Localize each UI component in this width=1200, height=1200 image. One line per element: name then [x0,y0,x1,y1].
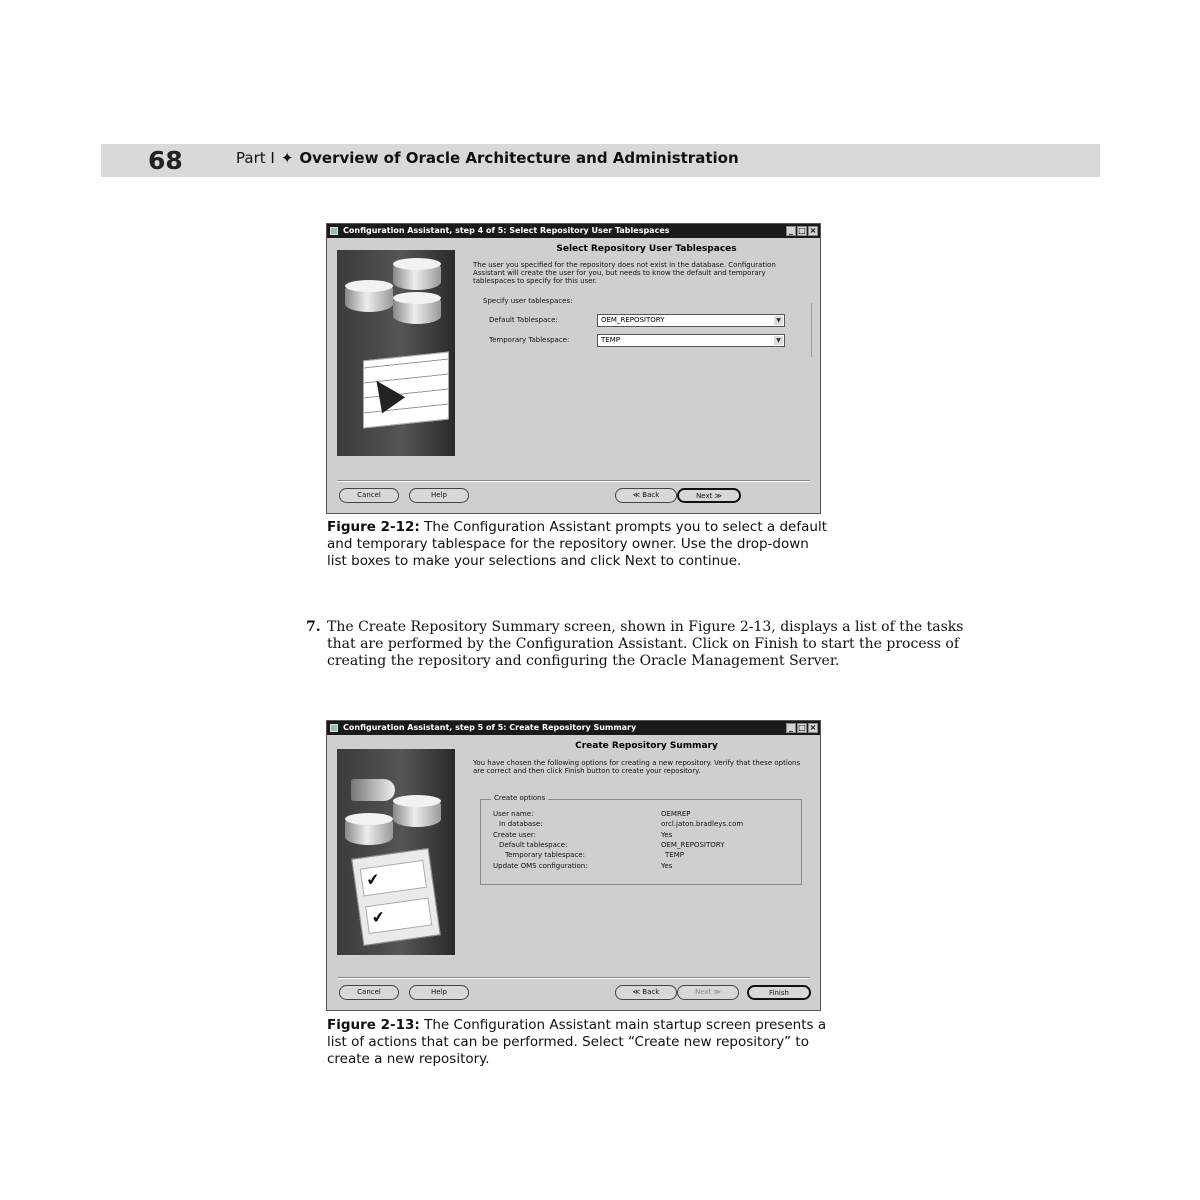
arrow-right-icon [351,779,395,801]
create-options-group [480,794,802,885]
caption-label: Figure 2-13: [327,1017,420,1033]
panel-title: Select Repository User Tablespaces [556,244,737,254]
part-label: Part I [236,149,275,167]
option-key: Temporary tablespace: [505,851,585,859]
summary-illustration [337,749,455,955]
panel-description: The user you specified for the repository does not exist in the database. Configuration Assistant will create the user for you, but needs to know the default and temporary tablespaces to specify for this user. [473,261,776,285]
temporary-tablespace-label: Temporary Tablespace: [489,336,570,344]
temporary-tablespace-value: TEMP [601,336,620,344]
option-value: orcl.jaton.bradleys.com [661,820,744,828]
checklist-icon [351,848,440,946]
figure-2-13-caption [327,1017,827,1068]
back-button[interactable]: ≪ Back [615,985,677,1000]
database-cylinder-icon [393,797,441,827]
database-illustration [337,250,455,456]
figure-2-13-dialog [326,720,821,1011]
chapter-title: Overview of Oracle Architecture and Administration [299,149,739,167]
option-value: OEM_REPOSITORY [661,841,725,849]
check-icon: ✔ [365,897,432,934]
figure-2-12-caption [327,519,827,570]
option-value: Yes [661,831,673,839]
check-icon: ✔ [360,860,427,897]
button-separator [337,480,810,482]
temporary-tablespace-select[interactable] [597,334,785,347]
tablespace-group-border [477,303,812,357]
minimize-icon[interactable]: _ [786,723,796,733]
window-titlebar [327,721,820,735]
default-tablespace-select[interactable] [597,314,785,327]
option-key: Update OMS configuration: [493,862,588,870]
window-titlebar [327,224,820,238]
panel-description: You have chosen the following options for creating a new repository. Verify that these options are correct and then click Finish button to create your repository. [473,759,801,775]
database-cylinder-icon [345,282,393,312]
step-text: The Create Repository Summary screen, shown in Figure 2-13, displays a list of the tasks that are performed by the Configuration Assistant. Click on Finish to start the process of creating the repository and configuring the Oracle Management Server. [327,619,964,669]
caption-text: The Configuration Assistant main startup screen presents a list of actions that can be performed. Select “Create new repository” to create a new repository. [327,1017,827,1067]
option-value: TEMP [665,851,684,859]
chevron-down-icon[interactable]: ▼ [774,316,783,325]
page-number: 68 [148,146,183,175]
back-button[interactable]: ≪ Back [615,488,677,503]
close-icon[interactable]: × [809,226,817,235]
option-value: OEMREP [661,810,691,818]
cancel-button[interactable]: Cancel [339,985,399,1000]
option-key: In database: [499,820,543,828]
default-tablespace-label: Default Tablespace: [489,316,558,324]
option-key: Default tablespace: [499,841,568,849]
window-app-icon [330,724,338,732]
default-tablespace-value: OEM_REPOSITORY [601,316,665,324]
panel-title: Create Repository Summary [575,741,718,751]
finish-button[interactable]: Finish [747,985,811,1000]
caption-text: The Configuration Assistant prompts you to select a default and temporary tablespace for the repository owner. Use the drop-down list boxes to make your selections and click Next to continue. [327,519,827,569]
next-button[interactable]: Next ≫ [677,488,741,503]
database-cylinder-icon [393,260,441,290]
help-button[interactable]: Help [409,985,469,1000]
close-icon[interactable]: × [809,723,817,732]
button-separator [337,977,810,979]
option-value: Yes [661,862,673,870]
window-controls [786,723,818,733]
window-app-icon [330,227,338,235]
window-title: Configuration Assistant, step 5 of 5: Create Repository Summary [343,723,637,732]
cancel-button[interactable]: Cancel [339,488,399,503]
running-head [236,149,739,167]
maximize-icon[interactable]: □ [798,723,806,732]
database-cylinder-icon [345,815,393,845]
window-controls [786,226,818,236]
maximize-icon[interactable]: □ [798,226,806,235]
step-7-paragraph [306,619,966,670]
create-options-label: Create options [491,794,548,802]
step-number: 7. [306,619,321,635]
minimize-icon[interactable]: _ [786,226,796,236]
database-cylinder-icon [393,294,441,324]
next-button[interactable]: Next ≫ [677,985,739,1000]
window-title: Configuration Assistant, step 4 of 5: Select Repository User Tablespaces [343,226,670,235]
caption-label: Figure 2-12: [327,519,420,535]
separator-icon: ✦ [280,149,294,167]
chevron-down-icon[interactable]: ▼ [774,336,783,345]
figure-2-12-dialog [326,223,821,514]
tablespace-group-label: Specify user tablespaces: [483,297,573,305]
option-key: Create user: [493,831,536,839]
option-key: User name: [493,810,534,818]
help-button[interactable]: Help [409,488,469,503]
